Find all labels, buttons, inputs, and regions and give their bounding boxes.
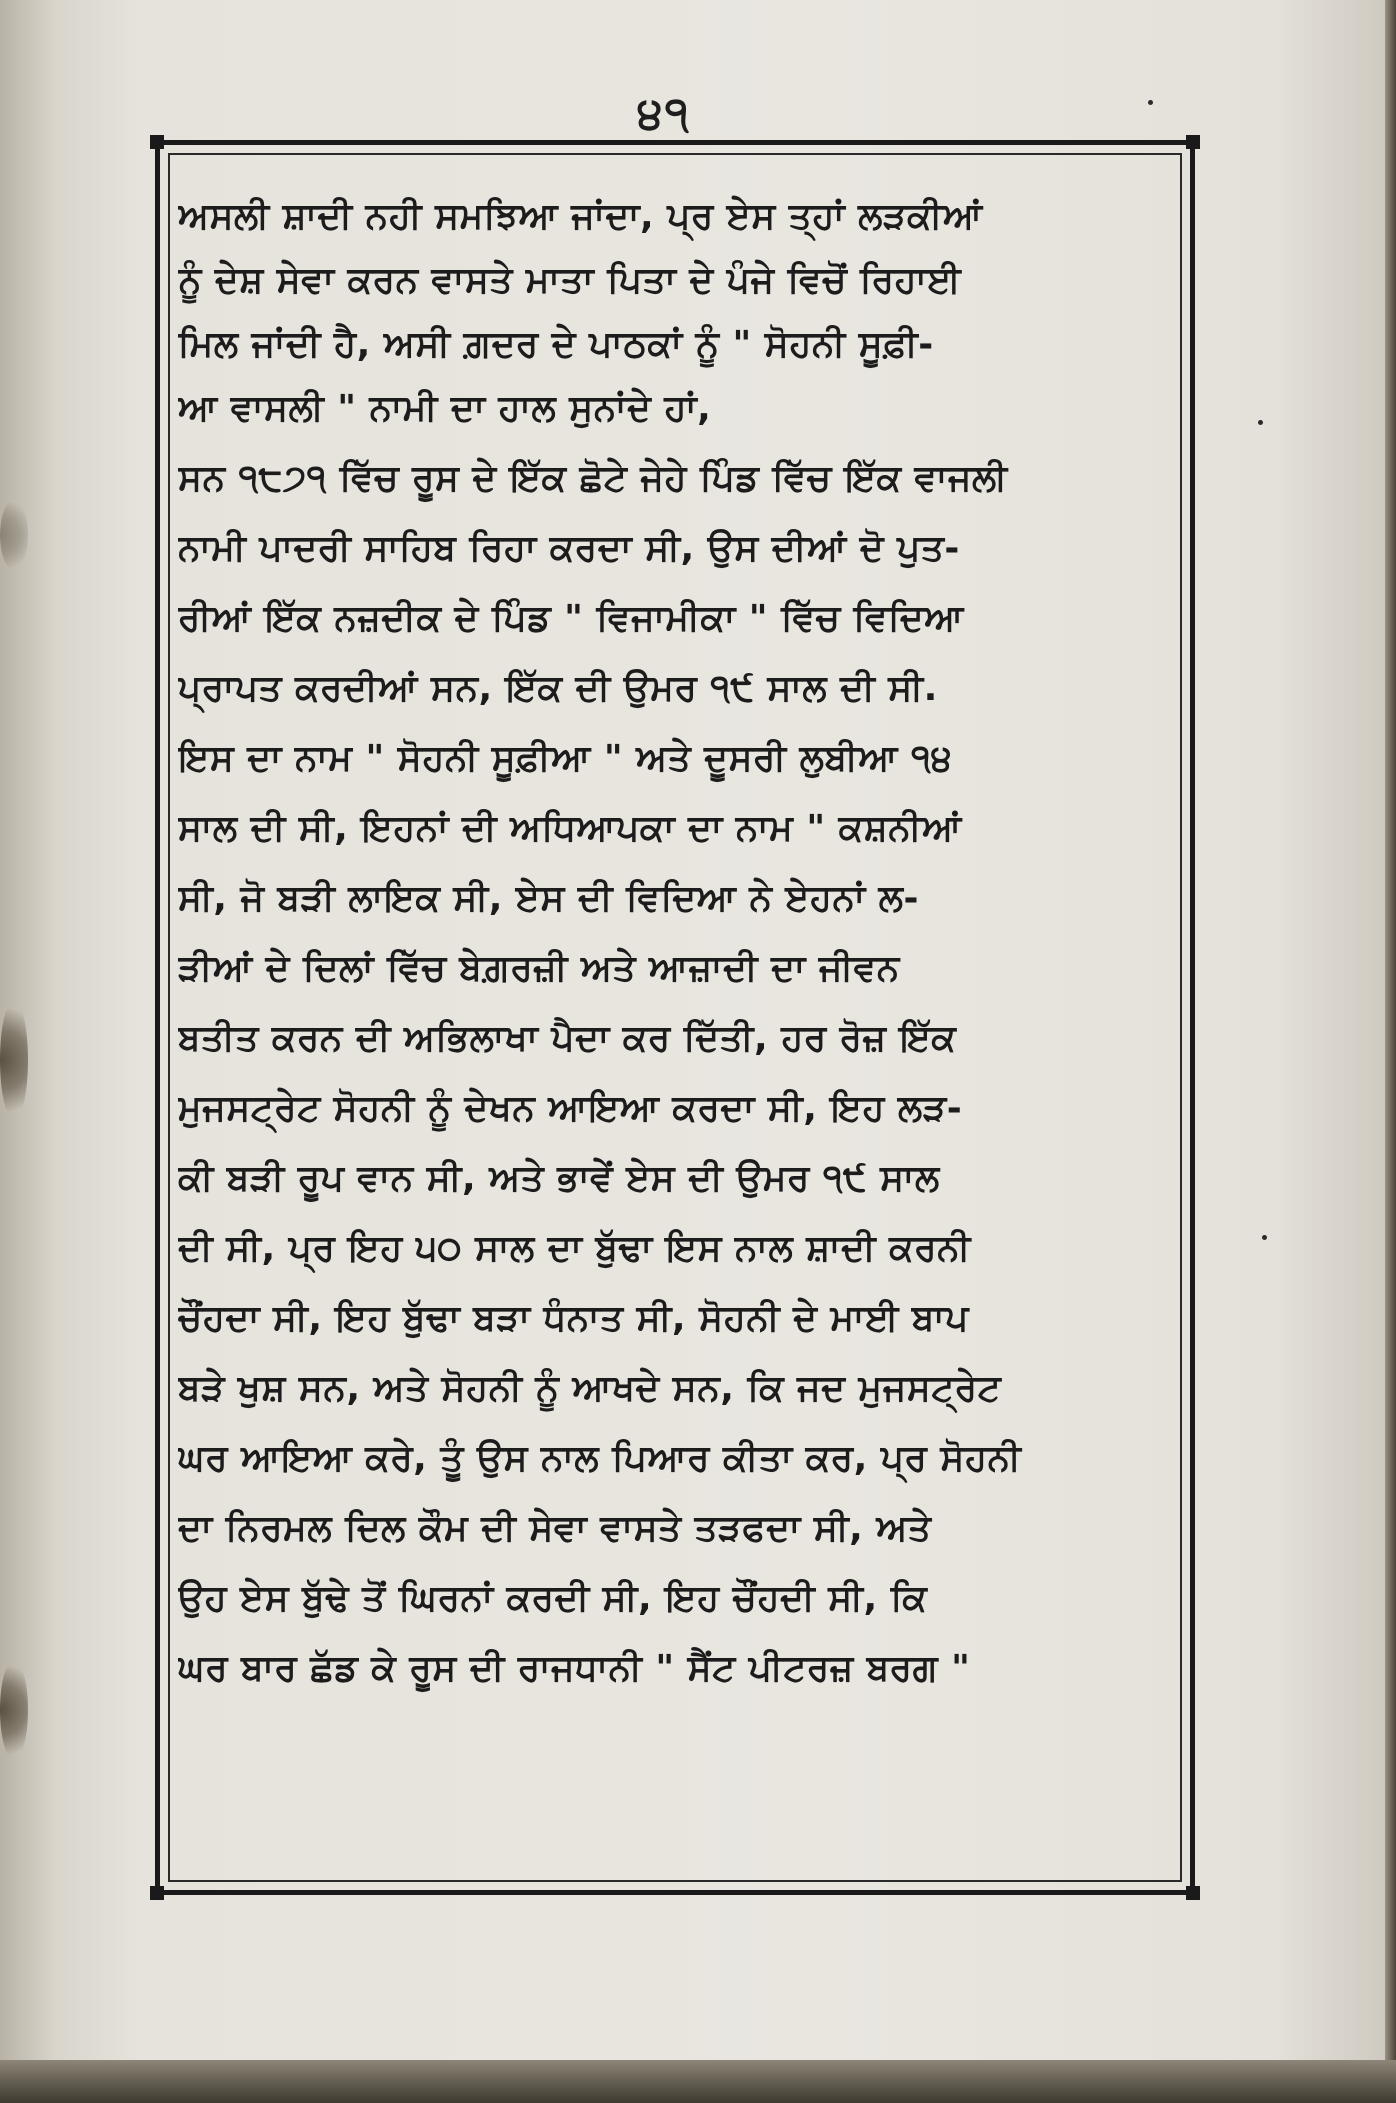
text-line: ਸਨ ੧੮੭੧ ਵਿੱਚ ਰੂਸ ਦੇ ਇੱਕ ਛੋਟੇ ਜੇਹੇ ਪਿੰਡ ਵਿੱਚ ਇੱਕ ਵਾਜਲੀ: [178, 458, 1008, 499]
margin-dot: [1258, 420, 1263, 425]
text-line: ਸਾਲ ਦੀ ਸੀ, ਇਹਨਾਂ ਦੀ ਅਧਿਆਪਕਾ ਦਾ ਨਾਮ " ਕਸ਼ਨੀਆਂ: [178, 808, 962, 849]
text-line: ਘਰ ਬਾਰ ਛੱਡ ਕੇ ਰੂਸ ਦੀ ਰਾਜਧਾਨੀ " ਸੈਂਟ ਪੀਟਰਜ਼ ਬਰਗ ": [178, 1648, 971, 1689]
text-line: ੜੀਆਂ ਦੇ ਦਿਲਾਂ ਵਿੱਚ ਬੇਗ਼ਰਜ਼ੀ ਅਤੇ ਆਜ਼ਾਦੀ ਦਾ ਜੀਵਨ: [178, 948, 900, 989]
margin-dot: [1148, 100, 1153, 105]
text-line: ਬਤੀਤ ਕਰਨ ਦੀ ਅਭਿਲਾਖਾ ਪੈਦਾ ਕਰ ਦਿੱਤੀ, ਹਰ ਰੋਜ਼ ਇੱਕ: [178, 1018, 957, 1059]
frame-corner: [1186, 135, 1200, 149]
text-line: ਮਿਲ ਜਾਂਦੀ ਹੈ, ਅਸੀ ਗ਼ਦਰ ਦੇ ਪਾਠਕਾਂ ਨੂੰ " ਸੋਹਨੀ ਸੂਫ਼ੀ-: [178, 324, 934, 365]
text-line: ਚੌਂਹਦਾ ਸੀ, ਇਹ ਬੁੱਢਾ ਬੜਾ ਧੰਨਾਤ ਸੀ, ਸੋਹਨੀ ਦੇ ਮਾਈ ਬਾਪ: [178, 1298, 969, 1339]
text-line: ਅਸਲੀ ਸ਼ਾਦੀ ਨਹੀ ਸਮਝਿਆ ਜਾਂਦਾ, ਪ੍ਰ ਏਸ ਤ੍ਹਾਂ ਲੜਕੀਆਂ: [178, 196, 983, 237]
page-number: ੪੧: [637, 88, 691, 139]
text-line: ਨੂੰ ਦੇਸ਼ ਸੇਵਾ ਕਰਨ ਵਾਸਤੇ ਮਾਤਾ ਪਿਤਾ ਦੇ ਪੰਜੇ ਵਿਚੋਂ ਰਿਹਾਈ: [178, 260, 962, 301]
frame-corner: [150, 1886, 164, 1900]
text-line: ਇਸ ਦਾ ਨਾਮ " ਸੋਹਨੀ ਸੂਫ਼ੀਆ " ਅਤੇ ਦੂਸਰੀ ਲੁਬੀਆ ੧੪: [178, 738, 953, 779]
page-edge-shadow: [1385, 0, 1396, 2103]
page-stain: [0, 1660, 28, 1760]
body-text: [178, 185, 1178, 1701]
page-stain: [0, 1000, 28, 1120]
text-line: ਘਰ ਆਇਆ ਕਰੇ, ਤੂੰ ਉਸ ਨਾਲ ਪਿਆਰ ਕੀਤਾ ਕਰ, ਪ੍ਰ ਸੋਹਨੀ: [178, 1438, 1022, 1479]
frame-corner: [1186, 1886, 1200, 1900]
text-line: ਦੀ ਸੀ, ਪ੍ਰ ਇਹ ੫੦ ਸਾਲ ਦਾ ਬੁੱਢਾ ਇਸ ਨਾਲ ਸ਼ਾਦੀ ਕਰਨੀ: [178, 1228, 971, 1269]
text-line: ਕੀ ਬੜੀ ਰੂਪ ਵਾਨ ਸੀ, ਅਤੇ ਭਾਵੇਂ ਏਸ ਦੀ ਉਮਰ ੧੯ ਸਾਲ: [178, 1158, 940, 1199]
margin-dot: [1262, 1235, 1267, 1240]
text-line: ਆ ਵਾਸਲੀ " ਨਾਮੀ ਦਾ ਹਾਲ ਸੁਨਾਂਦੇ ਹਾਂ,: [178, 388, 712, 429]
text-line: ਬੜੇ ਖੁਸ਼ ਸਨ, ਅਤੇ ਸੋਹਨੀ ਨੂੰ ਆਖਦੇ ਸਨ, ਕਿ ਜਦ ਮੁਜਸਟ੍ਰੇਟ: [178, 1368, 1002, 1409]
frame-corner: [150, 135, 164, 149]
text-line: ਰੀਆਂ ਇੱਕ ਨਜ਼ਦੀਕ ਦੇ ਪਿੰਡ " ਵਿਜਾਮੀਕਾ " ਵਿੱਚ ਵਿਦਿਆ: [178, 598, 964, 639]
text-line: ਨਾਮੀ ਪਾਦਰੀ ਸਾਹਿਬ ਰਿਹਾ ਕਰਦਾ ਸੀ, ਉਸ ਦੀਆਂ ਦੋ ਪੁਤ-: [178, 528, 960, 569]
text-line: ਪ੍ਰਾਪਤ ਕਰਦੀਆਂ ਸਨ, ਇੱਕ ਦੀ ਉਮਰ ੧੯ ਸਾਲ ਦੀ ਸੀ.: [178, 668, 938, 709]
text-line: ਸੀ, ਜੋ ਬੜੀ ਲਾਇਕ ਸੀ, ਏਸ ਦੀ ਵਿਦਿਆ ਨੇ ਏਹਨਾਂ ਲ-: [178, 878, 919, 919]
text-line: ਦਾ ਨਿਰਮਲ ਦਿਲ ਕੌਮ ਦੀ ਸੇਵਾ ਵਾਸਤੇ ਤੜਫਦਾ ਸੀ, ਅਤੇ: [178, 1508, 932, 1549]
text-line: ਮੁਜਸਟ੍ਰੇਟ ਸੋਹਨੀ ਨੂੰ ਦੇਖਨ ਆਇਆ ਕਰਦਾ ਸੀ, ਇਹ ਲੜ-: [178, 1088, 963, 1129]
page-bottom-shadow: [0, 2060, 1396, 2103]
page-stain: [0, 500, 28, 570]
text-line: ਉਹ ਏਸ ਬੁੱਢੇ ਤੋਂ ਘਿਰਨਾਂ ਕਰਦੀ ਸੀ, ਇਹ ਚੌਂਹਦੀ ਸੀ, ਕਿ: [178, 1578, 928, 1619]
